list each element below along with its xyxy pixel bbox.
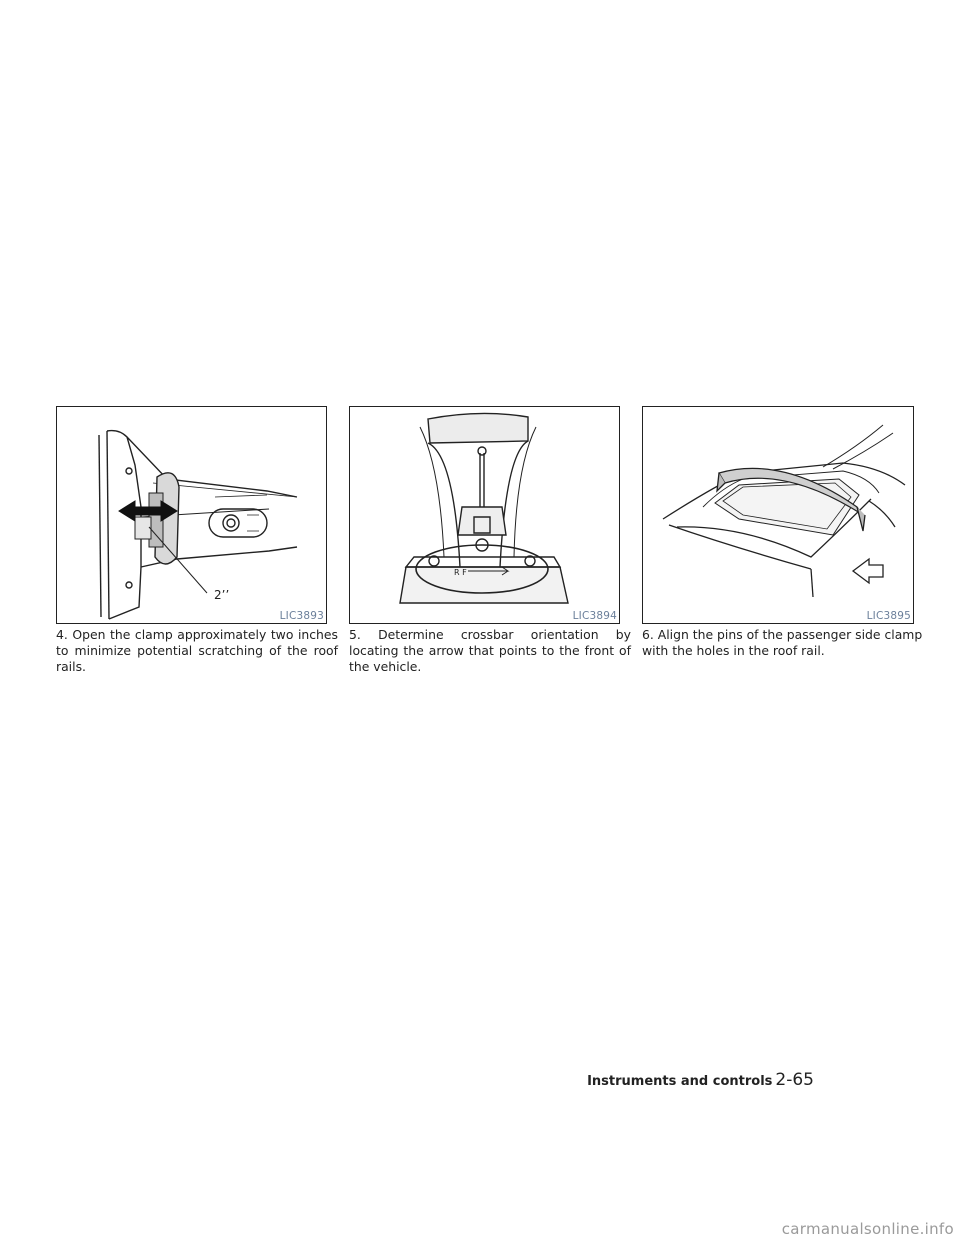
page-footer xyxy=(587,1070,814,1090)
watermark: carmanualsonline.info xyxy=(781,1220,954,1238)
page-number: 2-65 xyxy=(775,1070,814,1090)
footer-section-title: Instruments and controls xyxy=(587,1074,773,1089)
step-4-caption: 4. Open the clamp approximately two inches to minimize potential scratching of the roof rails. xyxy=(56,627,338,675)
crossbar-marking: R F xyxy=(454,568,467,577)
roof-align-illustration xyxy=(643,407,913,623)
step-5-caption: 5. Determine crossbar orientation by locating the arrow that points to the front of the vehicle. xyxy=(349,627,631,675)
figure-roof-align xyxy=(642,406,914,624)
figure-crossbar-arrow xyxy=(349,406,620,624)
dimension-label: 2’’ xyxy=(214,588,230,602)
figure-code: LIC3894 xyxy=(572,610,617,622)
figure-clamp-open xyxy=(56,406,327,624)
crossbar-arrow-illustration xyxy=(350,407,619,623)
step-6-caption: 6. Align the pins of the passenger side clamp with the holes in the roof rail. xyxy=(642,627,923,659)
figure-code: LIC3895 xyxy=(866,610,911,622)
clamp-open-illustration xyxy=(57,407,326,623)
figure-code: LIC3893 xyxy=(279,610,324,622)
